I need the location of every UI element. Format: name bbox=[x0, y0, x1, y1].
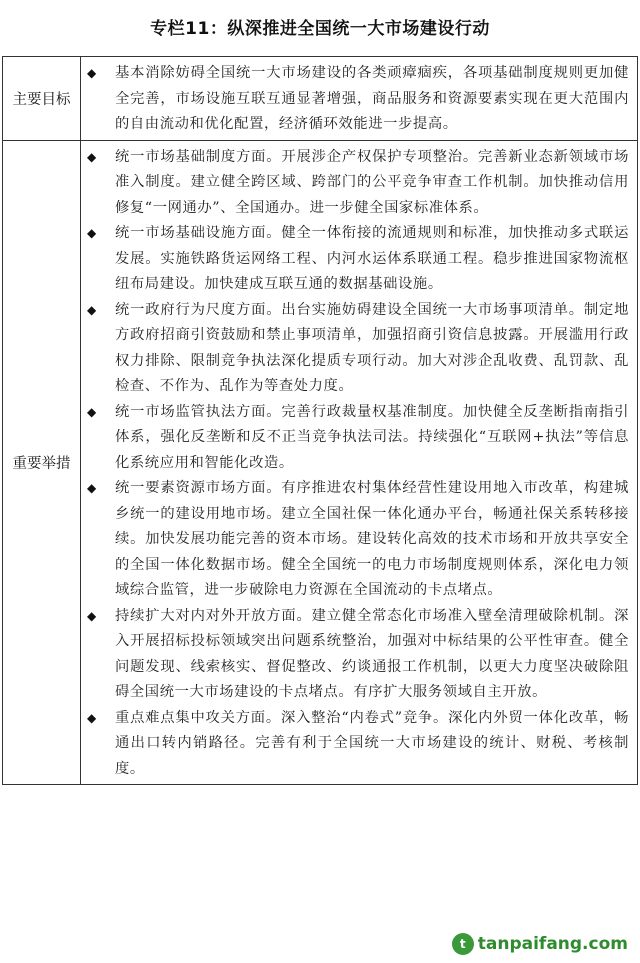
list-item bbox=[87, 61, 629, 138]
diamond-bullet-icon: ◆ bbox=[87, 608, 97, 623]
list-item bbox=[87, 400, 629, 477]
list-item bbox=[87, 604, 629, 706]
leaf-logo-icon bbox=[452, 933, 474, 955]
watermark-text: tanpaifang.com bbox=[477, 934, 628, 954]
list-item bbox=[87, 706, 629, 783]
item-text: 统一要素资源市场方面。有序推进农村集体经营性建设用地入市改革，构建城乡统一的建设用地市场。建立全国社保一体化通办平台，畅通社保关系转移接续。加快发展功能完善的资本市场。建设转化高效的技术市场和开放共享安全的全国一体化数据市场。健全全国统一的电力市场制度规则体系，深化电力领域综合监管，进一步破除电力资源在全国流动的卡点堵点。 bbox=[115, 480, 629, 598]
item-text: 统一市场基础设施方面。健全一体衔接的流通规则和标准，加快推动多式联运发展。实施铁路货运网络工程、内河水运体系联通工程。稳步推进国家物流枢纽布局建设。加快建成互联互通的数据基础设施。 bbox=[115, 225, 629, 292]
diamond-bullet-icon: ◆ bbox=[87, 302, 97, 317]
list-item bbox=[87, 221, 629, 298]
section-label-goals: 主要目标 bbox=[3, 57, 81, 141]
list-item bbox=[87, 145, 629, 222]
item-text: 统一政府行为尺度方面。出台实施妨碍建设全国统一大市场事项清单。制定地方政府招商引资鼓励和禁止事项清单，加强招商引资信息披露。开展滥用行政权力排除、限制竞争执法深化提质专项行动。加大对涉企乱收费、乱罚款、乱检查、不作为、乱作为等查处力度。 bbox=[115, 301, 629, 394]
item-text: 统一市场基础制度方面。开展涉企产权保护专项整治。完善新业态新领域市场准入制度。建立健全跨区域、跨部门的公平竞争审查工作机制。加快推动信用修复“一网通办”、全国通办。进一步健全国家标准体系。 bbox=[115, 148, 629, 216]
diamond-bullet-icon: ◆ bbox=[87, 710, 97, 725]
list-item bbox=[87, 476, 629, 604]
watermark bbox=[448, 931, 632, 957]
item-text: 重点难点集中攻关方面。深入整治“内卷式”竞争。深化内外贸一体化改革，畅通出口转内销路径。完善有利于全国统一大市场建设的统计、财税、考核制度。 bbox=[115, 709, 629, 777]
column-table bbox=[2, 56, 638, 785]
diamond-bullet-icon: ◆ bbox=[87, 66, 97, 80]
diamond-bullet-icon: ◆ bbox=[87, 226, 97, 240]
diamond-bullet-icon: ◆ bbox=[87, 149, 97, 164]
list-item bbox=[87, 298, 629, 400]
page-title: 专栏11：纵深推进全国统一大市场建设行动 bbox=[150, 19, 490, 39]
logo-letter: t bbox=[459, 937, 466, 951]
section-label-measures: 重要举措 bbox=[3, 140, 81, 785]
section-row-goals bbox=[3, 57, 638, 141]
item-text: 统一市场监管执法方面。完善行政裁量权基准制度。加快健全反垄断指南指引体系，强化反垄断和反不正当竞争执法司法。持续强化“互联网+执法”等信息化系统应用和智能化改造。 bbox=[115, 403, 629, 471]
diamond-bullet-icon: ◆ bbox=[87, 404, 97, 419]
item-text: 持续扩大对内对外开放方面。建立健全常态化市场准入壁垒清理破除机制。深入开展招标投标领域突出问题系统整治，加强对中标结果的公平性审查。健全问题发现、线索核实、督促整改、约谈通报工作机制，以更大力度坚决破除阻碍全国统一大市场建设的卡点堵点。有序扩大服务领域自主开放。 bbox=[115, 607, 629, 700]
item-text: 基本消除妨碍全国统一大市场建设的各类顽瘴痼疾，各项基础制度规则更加健全完善，市场设施互联互通显著增强，商品服务和资源要素实现在更大范围内的自由流动和优化配置，经济循环效能进一步提高。 bbox=[115, 65, 629, 132]
diamond-bullet-icon: ◆ bbox=[87, 481, 97, 495]
section-content-measures bbox=[81, 140, 638, 785]
section-content-goals bbox=[81, 57, 638, 141]
section-row-measures bbox=[3, 140, 638, 785]
